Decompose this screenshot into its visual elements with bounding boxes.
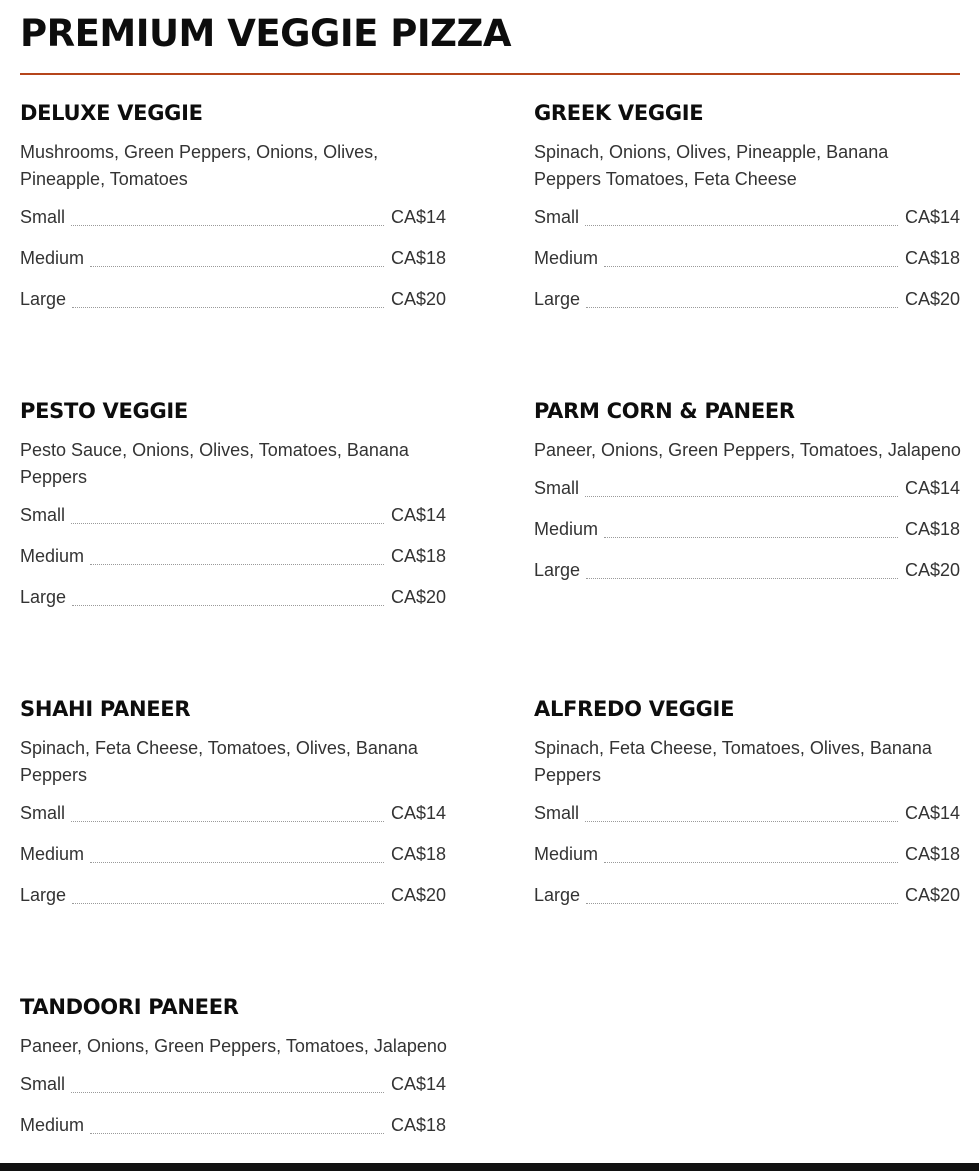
dotted-leader: [90, 861, 384, 863]
price-row: [20, 238, 446, 279]
price-value: CA$20: [904, 289, 960, 309]
dotted-leader: [71, 522, 384, 524]
size-label: Large: [534, 560, 581, 580]
price-row: [20, 577, 446, 618]
dotted-leader: [604, 265, 898, 267]
dotted-leader: [72, 306, 384, 308]
size-label: Medium: [20, 1115, 85, 1135]
price-value: CA$18: [390, 844, 446, 864]
menu-item-parm-corn-paneer: [534, 398, 960, 591]
price-list: [20, 793, 446, 916]
price-row: [20, 793, 446, 834]
item-name: PARM CORN & PANEER: [534, 399, 795, 423]
item-name: DELUXE VEGGIE: [20, 101, 203, 125]
item-description: Paneer, Onions, Green Peppers, Tomatoes, Jalapeno: [534, 440, 961, 460]
price-list: [20, 197, 446, 320]
price-list: [20, 1064, 446, 1146]
price-row: [534, 834, 960, 875]
price-row: [20, 875, 446, 916]
dotted-leader: [90, 1132, 384, 1134]
price-row: [20, 536, 446, 577]
price-list: [534, 468, 960, 591]
size-label: Large: [534, 289, 581, 309]
item-name: GREEK VEGGIE: [534, 101, 704, 125]
size-label: Small: [20, 207, 66, 227]
item-name: PESTO VEGGIE: [20, 399, 188, 423]
price-value: CA$14: [390, 505, 446, 525]
dotted-leader: [586, 306, 898, 308]
menu-item-alfredo-veggie: [534, 696, 960, 916]
dotted-leader: [604, 861, 898, 863]
menu-item-tandoori-paneer: [20, 994, 446, 1146]
title-divider: [20, 73, 960, 75]
page-title: PREMIUM VEGGIE PIZZA: [20, 12, 511, 55]
price-value: CA$18: [904, 844, 960, 864]
price-value: CA$20: [904, 560, 960, 580]
price-value: CA$14: [390, 1074, 446, 1094]
size-label: Large: [534, 885, 581, 905]
dotted-leader: [71, 1091, 384, 1093]
size-label: Medium: [20, 844, 85, 864]
item-name: ALFREDO VEGGIE: [534, 697, 735, 721]
item-description: Spinach, Feta Cheese, Tomatoes, Olives, Banana Peppers: [534, 738, 932, 785]
price-row: [534, 875, 960, 916]
size-label: Medium: [534, 844, 599, 864]
size-label: Medium: [20, 546, 85, 566]
size-label: Medium: [534, 519, 599, 539]
bottom-bar: [0, 1163, 979, 1171]
price-row: [534, 279, 960, 320]
price-row: [20, 1105, 446, 1146]
price-row: [20, 1064, 446, 1105]
price-row: [20, 279, 446, 320]
item-description: Spinach, Feta Cheese, Tomatoes, Olives, Banana Peppers: [20, 738, 418, 785]
menu-item-greek-veggie: [534, 100, 960, 320]
price-value: CA$14: [390, 803, 446, 823]
price-row: [20, 834, 446, 875]
price-value: CA$14: [904, 478, 960, 498]
price-value: CA$20: [390, 587, 446, 607]
dotted-leader: [586, 902, 898, 904]
size-label: Large: [20, 587, 67, 607]
price-value: CA$18: [904, 519, 960, 539]
price-row: [534, 550, 960, 591]
menu-item-pesto-veggie: [20, 398, 446, 618]
item-description: Pesto Sauce, Onions, Olives, Tomatoes, Banana Peppers: [20, 440, 409, 487]
item-description: Paneer, Onions, Green Peppers, Tomatoes, Jalapeno: [20, 1036, 447, 1056]
size-label: Small: [20, 803, 66, 823]
price-value: CA$18: [390, 546, 446, 566]
price-list: [534, 197, 960, 320]
price-value: CA$18: [390, 248, 446, 268]
dotted-leader: [586, 577, 898, 579]
item-name: SHAHI PANEER: [20, 697, 191, 721]
item-description: Spinach, Onions, Olives, Pineapple, Banana Peppers Tomatoes, Feta Cheese: [534, 142, 889, 189]
price-value: CA$20: [904, 885, 960, 905]
item-description: Mushrooms, Green Peppers, Onions, Olives, Pineapple, Tomatoes: [20, 142, 379, 189]
size-label: Medium: [534, 248, 599, 268]
dotted-leader: [71, 224, 384, 226]
item-name: TANDOORI PANEER: [20, 995, 239, 1019]
price-value: CA$18: [904, 248, 960, 268]
dotted-leader: [585, 224, 898, 226]
price-value: CA$14: [904, 803, 960, 823]
price-row: [534, 468, 960, 509]
size-label: Small: [534, 207, 580, 227]
price-value: CA$20: [390, 289, 446, 309]
price-row: [20, 197, 446, 238]
price-list: [20, 495, 446, 618]
size-label: Small: [534, 803, 580, 823]
size-label: Small: [20, 505, 66, 525]
price-value: CA$18: [390, 1115, 446, 1135]
price-value: CA$14: [904, 207, 960, 227]
dotted-leader: [71, 820, 384, 822]
dotted-leader: [604, 536, 898, 538]
menu-item-shahi-paneer: [20, 696, 446, 916]
size-label: Small: [20, 1074, 66, 1094]
price-row: [534, 793, 960, 834]
price-row: [534, 509, 960, 550]
dotted-leader: [585, 495, 898, 497]
size-label: Large: [20, 885, 67, 905]
dotted-leader: [72, 902, 384, 904]
size-label: Medium: [20, 248, 85, 268]
dotted-leader: [90, 265, 384, 267]
dotted-leader: [72, 604, 384, 606]
dotted-leader: [585, 820, 898, 822]
size-label: Small: [534, 478, 580, 498]
size-label: Large: [20, 289, 67, 309]
menu-item-deluxe-veggie: [20, 100, 446, 320]
price-row: [534, 238, 960, 279]
price-row: [20, 495, 446, 536]
price-value: CA$14: [390, 207, 446, 227]
price-list: [534, 793, 960, 916]
dotted-leader: [90, 563, 384, 565]
price-value: CA$20: [390, 885, 446, 905]
price-row: [534, 197, 960, 238]
